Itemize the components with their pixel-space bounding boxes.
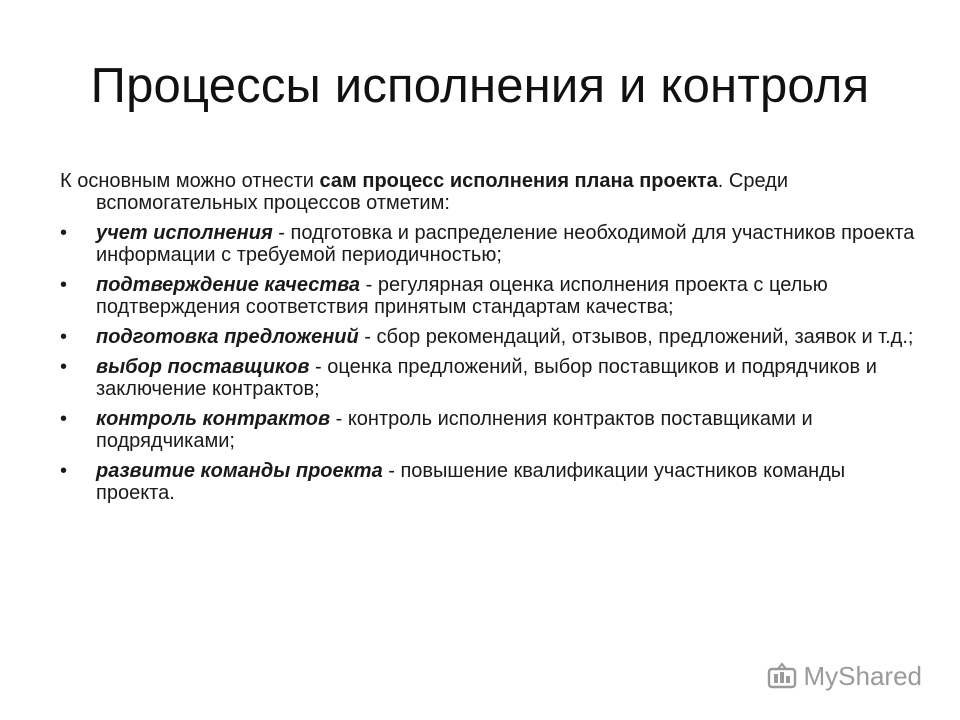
intro-text-bold: сам процесс исполнения плана проекта [319,170,718,192]
bullet-text: - оценка предложений, выбор поставщиков и подрядчиков и заключение контрактов; [96,356,877,400]
bullet-term: учет исполнения [96,222,273,244]
slide-title: Процессы исполнения и контроля [90,59,870,113]
bullet-icon: • [60,274,68,296]
bullet-icon: • [60,326,68,348]
bullet-text: - подготовка и распределение необходимой для участников проекта информации с требуемой периодичностью; [96,222,915,266]
bullet-term: развитие команды проекта [96,460,383,482]
list-item [60,460,920,504]
bullet-term: выбор поставщиков [96,356,310,378]
bullet-term: контроль контрактов [96,408,331,430]
bullet-icon: • [60,356,68,378]
bullet-text: - сбор рекомендаций, отзывов, предложений, заявок и т.д.; [358,326,914,348]
bullet-icon: • [60,222,68,244]
bullet-icon: • [60,408,68,430]
bullet-list [60,222,920,504]
bullet-term: подготовка предложений [96,326,359,348]
bullet-text: - контроль исполнения контрактов поставщиками и подрядчиками; [96,408,813,452]
bullet-term: подтверждение качества [96,274,361,296]
myshared-logo-icon [766,662,798,692]
slide-content [60,170,920,512]
bullet-text: - регулярная оценка исполнения проекта с целью подтверждения соответствия принятым стандартам качества; [96,274,828,318]
intro-paragraph [60,170,920,214]
list-item [60,274,920,318]
list-item [60,408,920,452]
watermark-text: MyShared [803,661,922,691]
intro-text-before: К основным можно отнести [60,170,320,192]
bullet-icon: • [60,460,68,482]
bullet-text: - повышение квалификации участников команды проекта. [96,460,846,504]
list-item [60,356,920,400]
list-item [60,326,920,348]
list-item [60,222,920,266]
intro-text-after: . Среди вспомогательных процессов отметим: [96,170,789,214]
watermark[interactable] [766,661,923,692]
